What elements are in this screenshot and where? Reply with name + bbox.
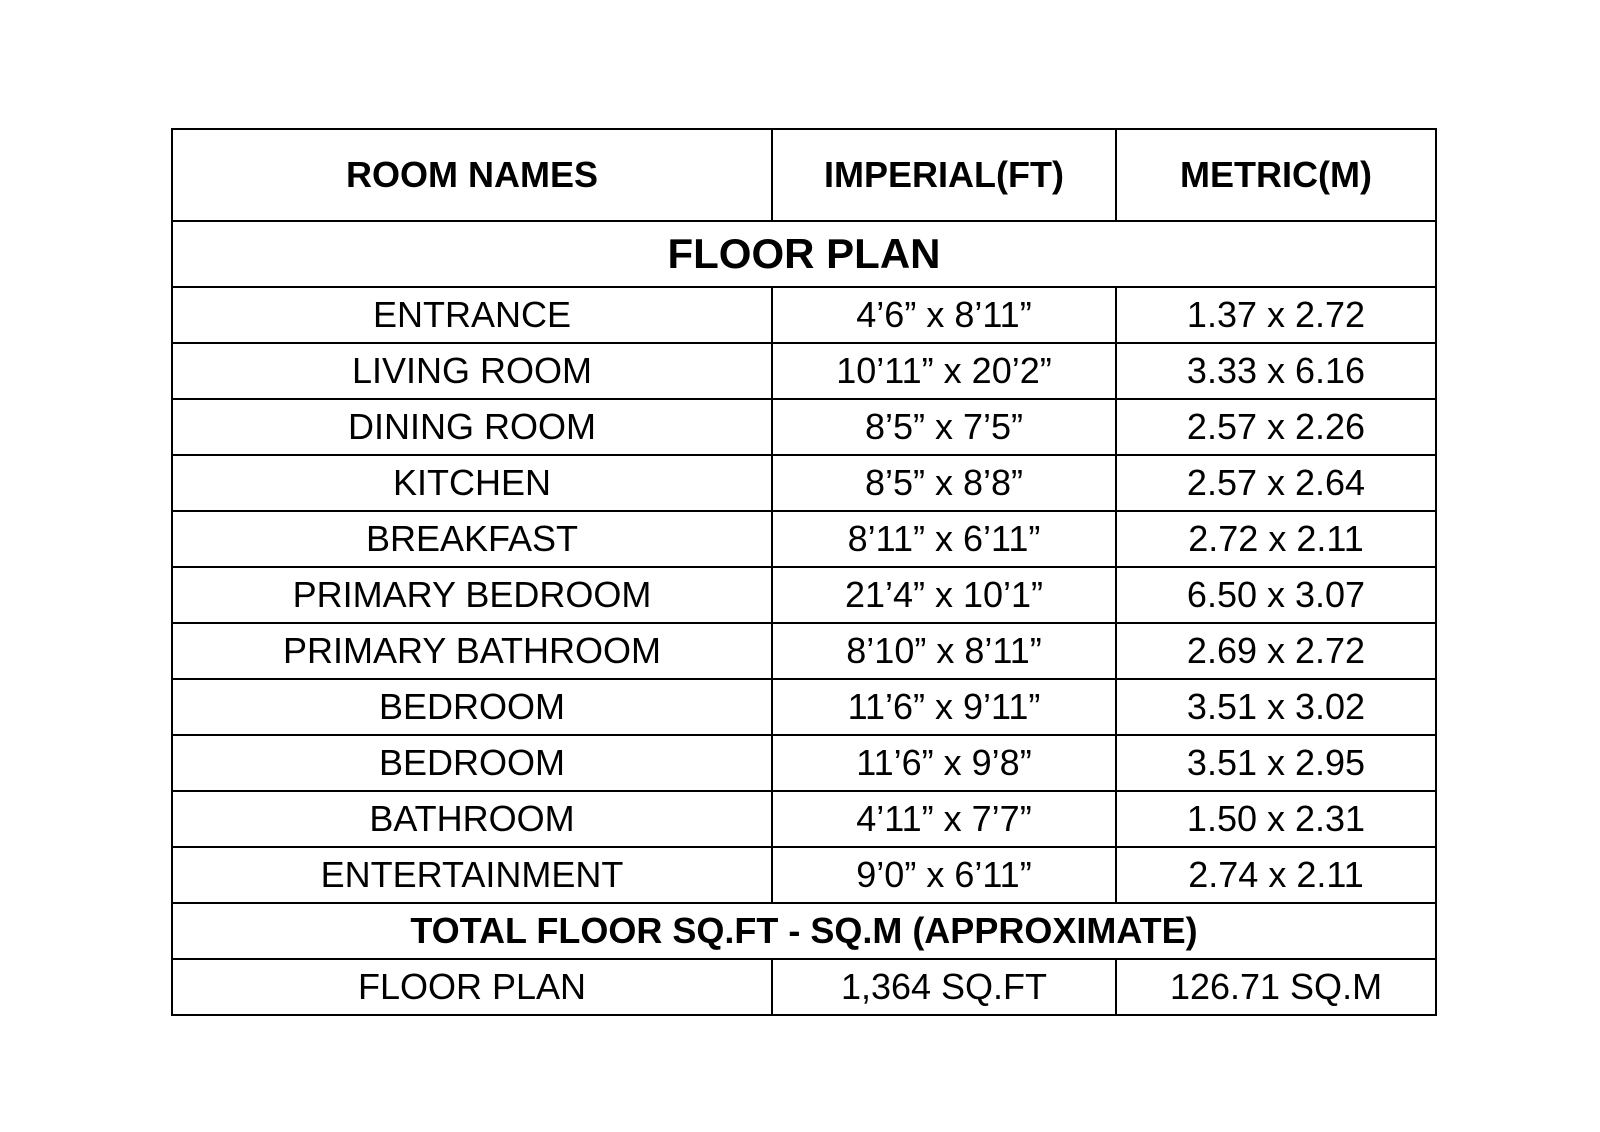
room-name: BEDROOM [172, 679, 772, 735]
room-name: KITCHEN [172, 455, 772, 511]
room-name: DINING ROOM [172, 399, 772, 455]
room-metric: 6.50 x 3.07 [1116, 567, 1436, 623]
room-imperial: 11’6” x 9’11” [772, 679, 1116, 735]
room-name: BEDROOM [172, 735, 772, 791]
room-imperial: 4’6” x 8’11” [772, 287, 1116, 343]
table-row [172, 735, 1436, 791]
room-imperial: 8’5” x 7’5” [772, 399, 1116, 455]
table-row [172, 623, 1436, 679]
room-metric: 1.50 x 2.31 [1116, 791, 1436, 847]
table-row [172, 399, 1436, 455]
room-name: ENTERTAINMENT [172, 847, 772, 903]
room-dimensions-table [171, 128, 1437, 1016]
table-header-row [172, 129, 1436, 221]
total-metric: 126.71 SQ.M [1116, 959, 1436, 1015]
total-row [172, 959, 1436, 1015]
table-row [172, 455, 1436, 511]
room-metric: 2.57 x 2.64 [1116, 455, 1436, 511]
total-imperial: 1,364 SQ.FT [772, 959, 1116, 1015]
room-imperial: 21’4” x 10’1” [772, 567, 1116, 623]
room-metric: 1.37 x 2.72 [1116, 287, 1436, 343]
table-row [172, 343, 1436, 399]
table-row [172, 679, 1436, 735]
room-metric: 2.69 x 2.72 [1116, 623, 1436, 679]
table-row [172, 287, 1436, 343]
room-imperial: 8’5” x 8’8” [772, 455, 1116, 511]
table-row [172, 511, 1436, 567]
header-room-names: ROOM NAMES [172, 129, 772, 221]
room-imperial: 9’0” x 6’11” [772, 847, 1116, 903]
section-title: FLOOR PLAN [172, 221, 1436, 287]
header-metric: METRIC(M) [1116, 129, 1436, 221]
room-name: ENTRANCE [172, 287, 772, 343]
room-name: PRIMARY BEDROOM [172, 567, 772, 623]
room-name: PRIMARY BATHROOM [172, 623, 772, 679]
room-imperial: 4’11” x 7’7” [772, 791, 1116, 847]
room-metric: 3.51 x 2.95 [1116, 735, 1436, 791]
room-imperial: 10’11” x 20’2” [772, 343, 1116, 399]
room-name: BATHROOM [172, 791, 772, 847]
room-imperial: 8’11” x 6’11” [772, 511, 1116, 567]
room-metric: 2.74 x 2.11 [1116, 847, 1436, 903]
room-metric: 3.33 x 6.16 [1116, 343, 1436, 399]
table-row [172, 847, 1436, 903]
table-row [172, 791, 1436, 847]
room-imperial: 8’10” x 8’11” [772, 623, 1116, 679]
total-name: FLOOR PLAN [172, 959, 772, 1015]
table-row [172, 567, 1436, 623]
total-title-row [172, 903, 1436, 959]
total-title: TOTAL FLOOR SQ.FT - SQ.M (APPROXIMATE) [172, 903, 1436, 959]
header-imperial: IMPERIAL(FT) [772, 129, 1116, 221]
room-name: BREAKFAST [172, 511, 772, 567]
room-name: LIVING ROOM [172, 343, 772, 399]
room-metric: 2.57 x 2.26 [1116, 399, 1436, 455]
section-title-row [172, 221, 1436, 287]
room-imperial: 11’6” x 9’8” [772, 735, 1116, 791]
room-metric: 3.51 x 3.02 [1116, 679, 1436, 735]
room-metric: 2.72 x 2.11 [1116, 511, 1436, 567]
